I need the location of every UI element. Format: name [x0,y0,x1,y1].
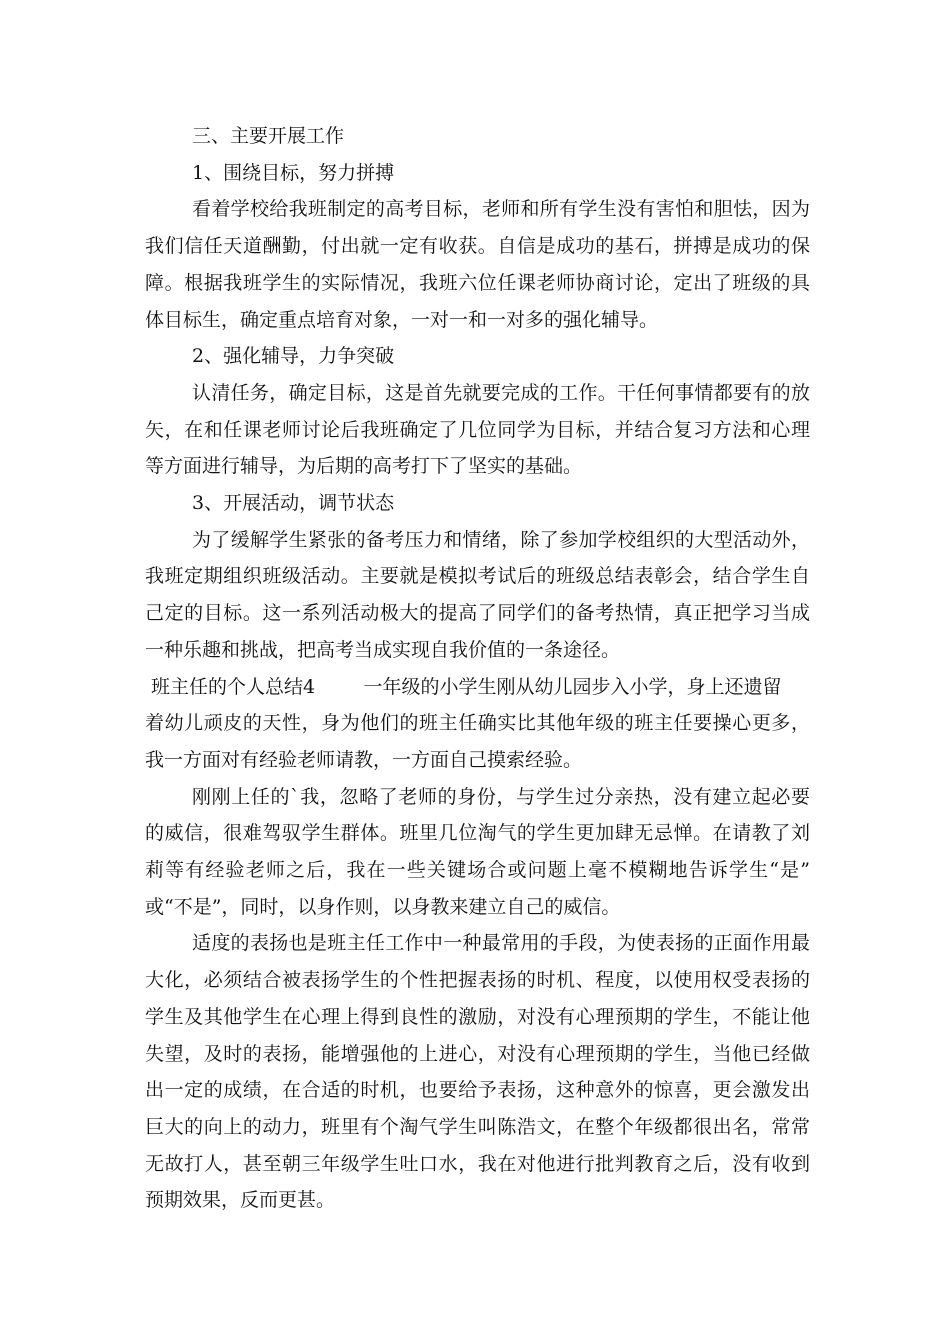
document-body [145,118,810,1219]
paragraph-line: 学生及其他学生在心理上得到良性的激励，对没有心理预期的学生，不能让他 [145,1005,810,1028]
subsection-heading: 2、强化辅导，力争突破 [192,345,395,368]
paragraph-line: 刚刚上任的`我，忽略了老师的身份，与学生过分亲热，没有建立起必要 [192,785,810,808]
paragraph-line: 预期效果，反而更甚。 [145,1189,336,1212]
paragraph-line: 等方面进行辅导，为后期的高考打下了坚实的基础。 [145,455,583,478]
paragraph-line: 障。根据我班学生的实际情况，我班六位任课老师协商讨论，定出了班级的具 [145,271,810,294]
paragraph-line: 出一定的成绩，在合适的时机，也要给予表扬，这种意外的惊喜，更会激发出 [145,1079,810,1102]
paragraph-line: 矢，在和任课老师讨论后我班确定了几位同学为目标，并结合复习方法和心理 [145,418,810,441]
paragraph-line: 我们信任天道酬勤，付出就一定有收获。自信是成功的基石，拼搏是成功的保 [145,235,810,258]
subsection-heading: 3、开展活动，调节状态 [192,492,395,515]
paragraph-line: 适度的表扬也是班主任工作中一种最常用的手段，为使表扬的正面作用最 [192,932,810,955]
paragraph-line: 的威信，很难驾驭学生群体。班里几位淘气的学生更加肆无忌惮。在请教了刘 [145,822,810,845]
section-heading: 三、主要开展工作 [192,125,345,147]
paragraph-line: 看着学校给我班制定的高考目标，老师和所有学生没有害怕和胆怯，因为 [192,198,810,221]
subsection-heading: 1、围绕目标，努力拼搏 [192,161,395,184]
paragraph-line: 大化，必须结合被表扬学生的个性把握表扬的时机、程度，以使用权受表扬的 [145,969,810,992]
paragraph-line: 为了缓解学生紧张的备考压力和情绪，除了参加学校组织的大型活动外， [192,528,810,551]
paragraph-line: 班主任的个人总结4 一年级的小学生刚从幼儿园步入小学，身上还遗留 [145,675,782,698]
paragraph-line: 巨大的向上的动力，班里有个淘气学生叫陈浩文，在整个年级都很出名，常常 [145,1115,810,1138]
paragraph-line: 着幼儿顽皮的天性，身为他们的班主任确实比其他年级的班主任要操心更多， [145,712,810,735]
paragraph-line: 体目标生，确定重点培育对象，一对一和一对多的强化辅导。 [145,308,659,331]
paragraph-line: 失望，及时的表扬，能增强他的上进心，对没有心理预期的学生，当他已经做 [145,1042,810,1065]
paragraph-line: 己定的目标。这一系列活动极大的提高了同学们的备考热情，真正把学习当成 [145,602,810,625]
paragraph-line: 或“不是”，同时，以身作则，以身教来建立自己的威信。 [145,895,621,918]
paragraph-line: 我一方面对有经验老师请教，一方面自己摸索经验。 [145,748,583,771]
paragraph-line: 无故打人，甚至朝三年级学生吐口水，我在对他进行批判教育之后，没有收到 [145,1152,810,1175]
paragraph-line: 一种乐趣和挑战，把高考当成实现自我价值的一条途径。 [145,638,621,661]
paragraph-line: 我班定期组织班级活动。主要就是模拟考试后的班级总结表彰会，结合学生自 [145,565,810,588]
paragraph-line: 莉等有经验老师之后，我在一些关键场合或问题上毫不模糊地告诉学生“是” [145,859,810,882]
paragraph-line: 认清任务，确定目标，这是首先就要完成的工作。干任何事情都要有的放 [192,381,810,404]
